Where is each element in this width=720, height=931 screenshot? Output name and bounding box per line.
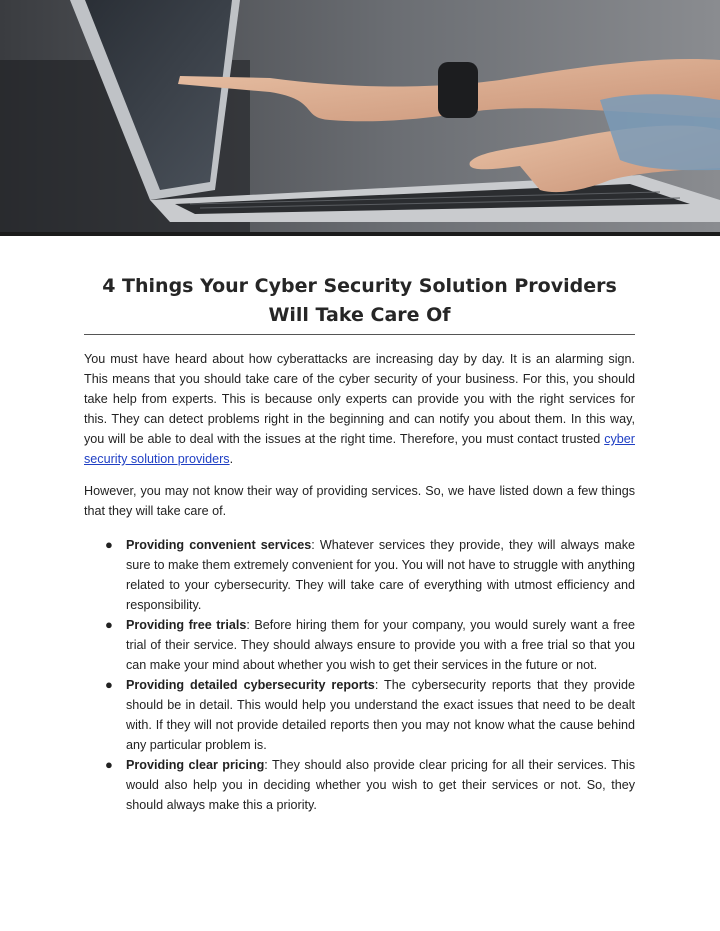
bullet-text: : Whatever services they provide, they will always make sure to make them extremely convenient for you. You will not have to struggle with anything related to your cybersecurity. They will take care of everything with utmost efficiency and responsibility. [126, 538, 635, 612]
bullet-heading: Providing convenient services [126, 538, 312, 552]
bullet-text: : Before hiring them for your company, you would surely want a free trial of their service. They should always ensure to provide you with a free trial so that you can make your mind about whether you wish to get their services in the future or not. [126, 618, 635, 672]
list-item [84, 615, 635, 675]
intro-paragraph [84, 349, 635, 469]
bullet-text: : The cybersecurity reports that they provide should be in detail. This would help you understand the exact issues that need to be dealt with. If they will not provide detailed reports then you may not know what the cause behind any particular problem is. [126, 678, 635, 752]
bullet-heading: Providing clear pricing [126, 758, 265, 772]
list-item [84, 755, 635, 815]
bullet-icon: ● [105, 677, 113, 692]
list-item [84, 675, 635, 755]
second-paragraph: However, you may not know their way of providing services. So, we have listed down a few things that they will take care of. [84, 484, 635, 518]
bullet-icon: ● [105, 537, 113, 552]
hero-photo [0, 0, 720, 236]
bullet-list [84, 535, 635, 815]
bullet-heading: Providing free trials [126, 618, 247, 632]
article-title: 4 Things Your Cyber Security Solution Providers Will Take Care Of [84, 272, 635, 335]
bullet-icon: ● [105, 617, 113, 632]
list-item [84, 535, 635, 615]
intro-end: . [229, 452, 234, 466]
bullet-heading: Providing detailed cybersecurity reports [126, 678, 375, 692]
bullet-icon: ● [105, 757, 113, 772]
intro-text: You must have heard about how cyberattacks are increasing day by day. It is an alarming sign. This means that you should take care of the cyber security of your business. For this, you should take help from experts. This is because only experts can provide you with the right services for this. They can detect problems right in the beginning and can notify you about them. In this way, you will be able to deal with the issues at the right time. Therefore, you must contact trusted [84, 352, 635, 446]
article [84, 272, 635, 815]
bullet-text: : They should also provide clear pricing for all their services. This would also help you in deciding whether you wish to get their services or not. So, they should always make this a priority. [126, 758, 636, 812]
cyber-security-link[interactable]: cyber security solution providers [84, 432, 635, 466]
laptop-hands-illustration [0, 0, 720, 236]
